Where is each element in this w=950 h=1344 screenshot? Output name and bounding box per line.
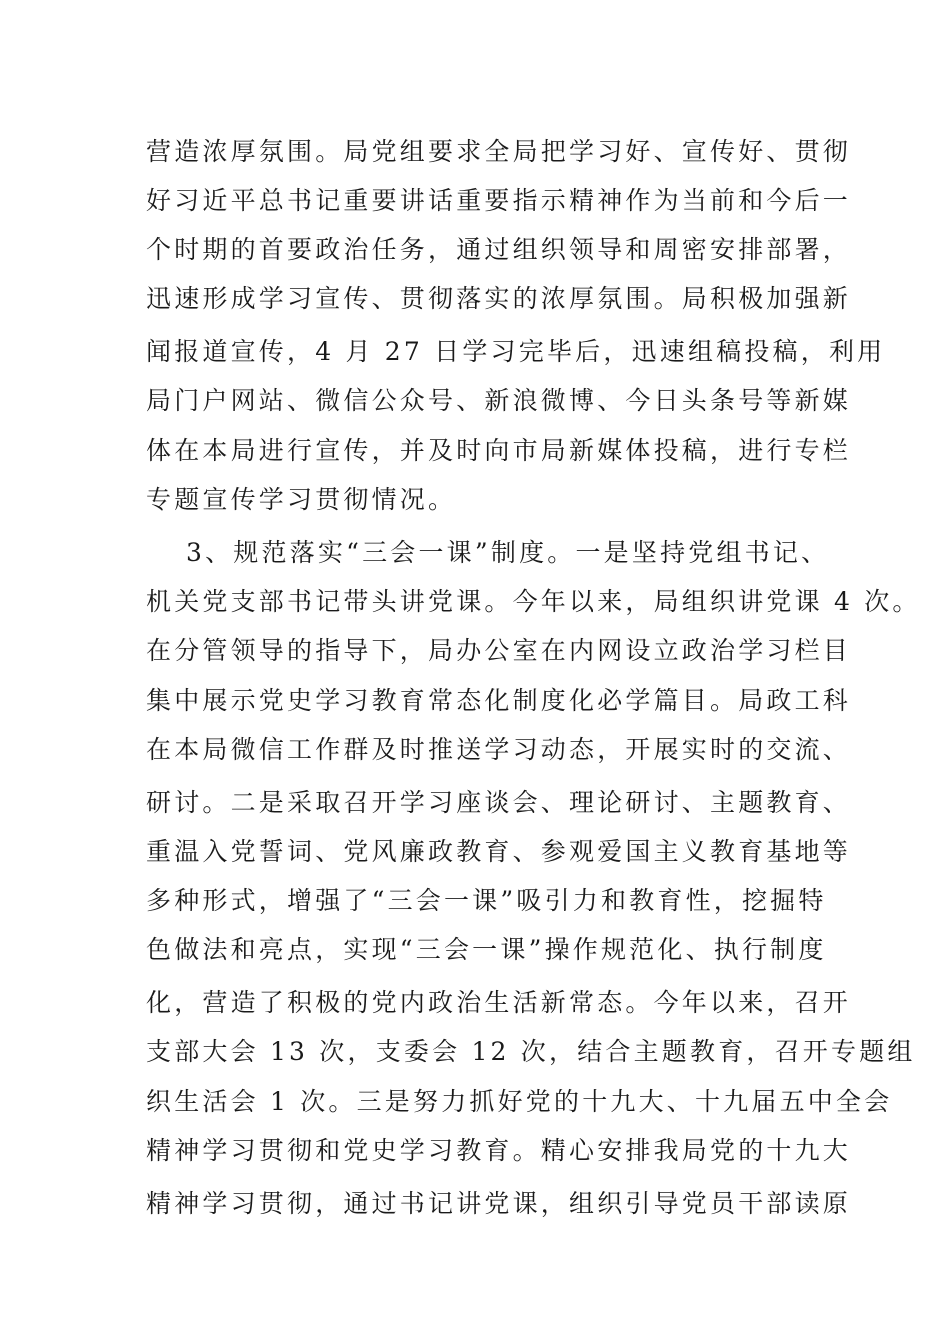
text-line: 色做法和亮点，实现“三会一课”操作规范化、执行制度 [146, 935, 827, 964]
text-line: 研讨。二是采取召开学习座谈会、理论研讨、主题教育、 [146, 788, 852, 817]
text-line: 专题宣传学习贯彻情况。 [146, 485, 457, 514]
text-line: 在分管领导的指导下，局办公室在内网设立政治学习栏目 [146, 636, 852, 665]
text-line: 多种形式，增强了“三会一课”吸引力和教育性，挖掘特 [146, 886, 827, 915]
text-line: 体在本局进行宣传，并及时向市局新媒体投稿，进行专栏 [146, 436, 852, 465]
text-line: 局门户网站、微信公众号、新浪微博、今日头条号等新媒 [146, 386, 852, 415]
text-line: 精神学习贯彻和党史学习教育。精心安排我局党的十九大 [146, 1136, 852, 1165]
text-line: 闻报道宣传，4 月 27 日学习完毕后，迅速组稿投稿，利用 [146, 337, 886, 366]
text-line: 个时期的首要政治任务，通过组织领导和周密安排部署， [146, 235, 852, 264]
text-line: 迅速形成学习宣传、贯彻落实的浓厚氛围。局积极加强新 [146, 284, 852, 313]
text-line: 化，营造了积极的党内政治生活新常态。今年以来，召开 [146, 988, 852, 1017]
text-line: 营造浓厚氛围。局党组要求全局把学习好、宣传好、贯彻 [146, 137, 852, 166]
text-line: 好习近平总书记重要讲话重要指示精神作为当前和今后一 [146, 186, 852, 215]
text-line: 在本局微信工作群及时推送学习动态，开展实时的交流、 [146, 735, 852, 764]
text-line: 精神学习贯彻，通过书记讲党课，组织引导党员干部读原 [146, 1189, 852, 1218]
text-line: 集中展示党史学习教育常态化制度化必学篇目。局政工科 [146, 686, 852, 715]
section-heading: 3、规范落实“三会一课”制度。一是坚持党组书记、 [186, 538, 830, 567]
text-line: 重温入党誓词、党风廉政教育、参观爱国主义教育基地等 [146, 837, 852, 866]
text-line: 织生活会 1 次。三是努力抓好党的十九大、十九届五中全会 [146, 1087, 893, 1116]
text-line: 机关党支部书记带头讲党课。今年以来，局组织讲党课 4 次。 [146, 587, 921, 616]
text-line: 支部大会 13 次，支委会 12 次，结合主题教育，召开专题组 [146, 1037, 916, 1066]
